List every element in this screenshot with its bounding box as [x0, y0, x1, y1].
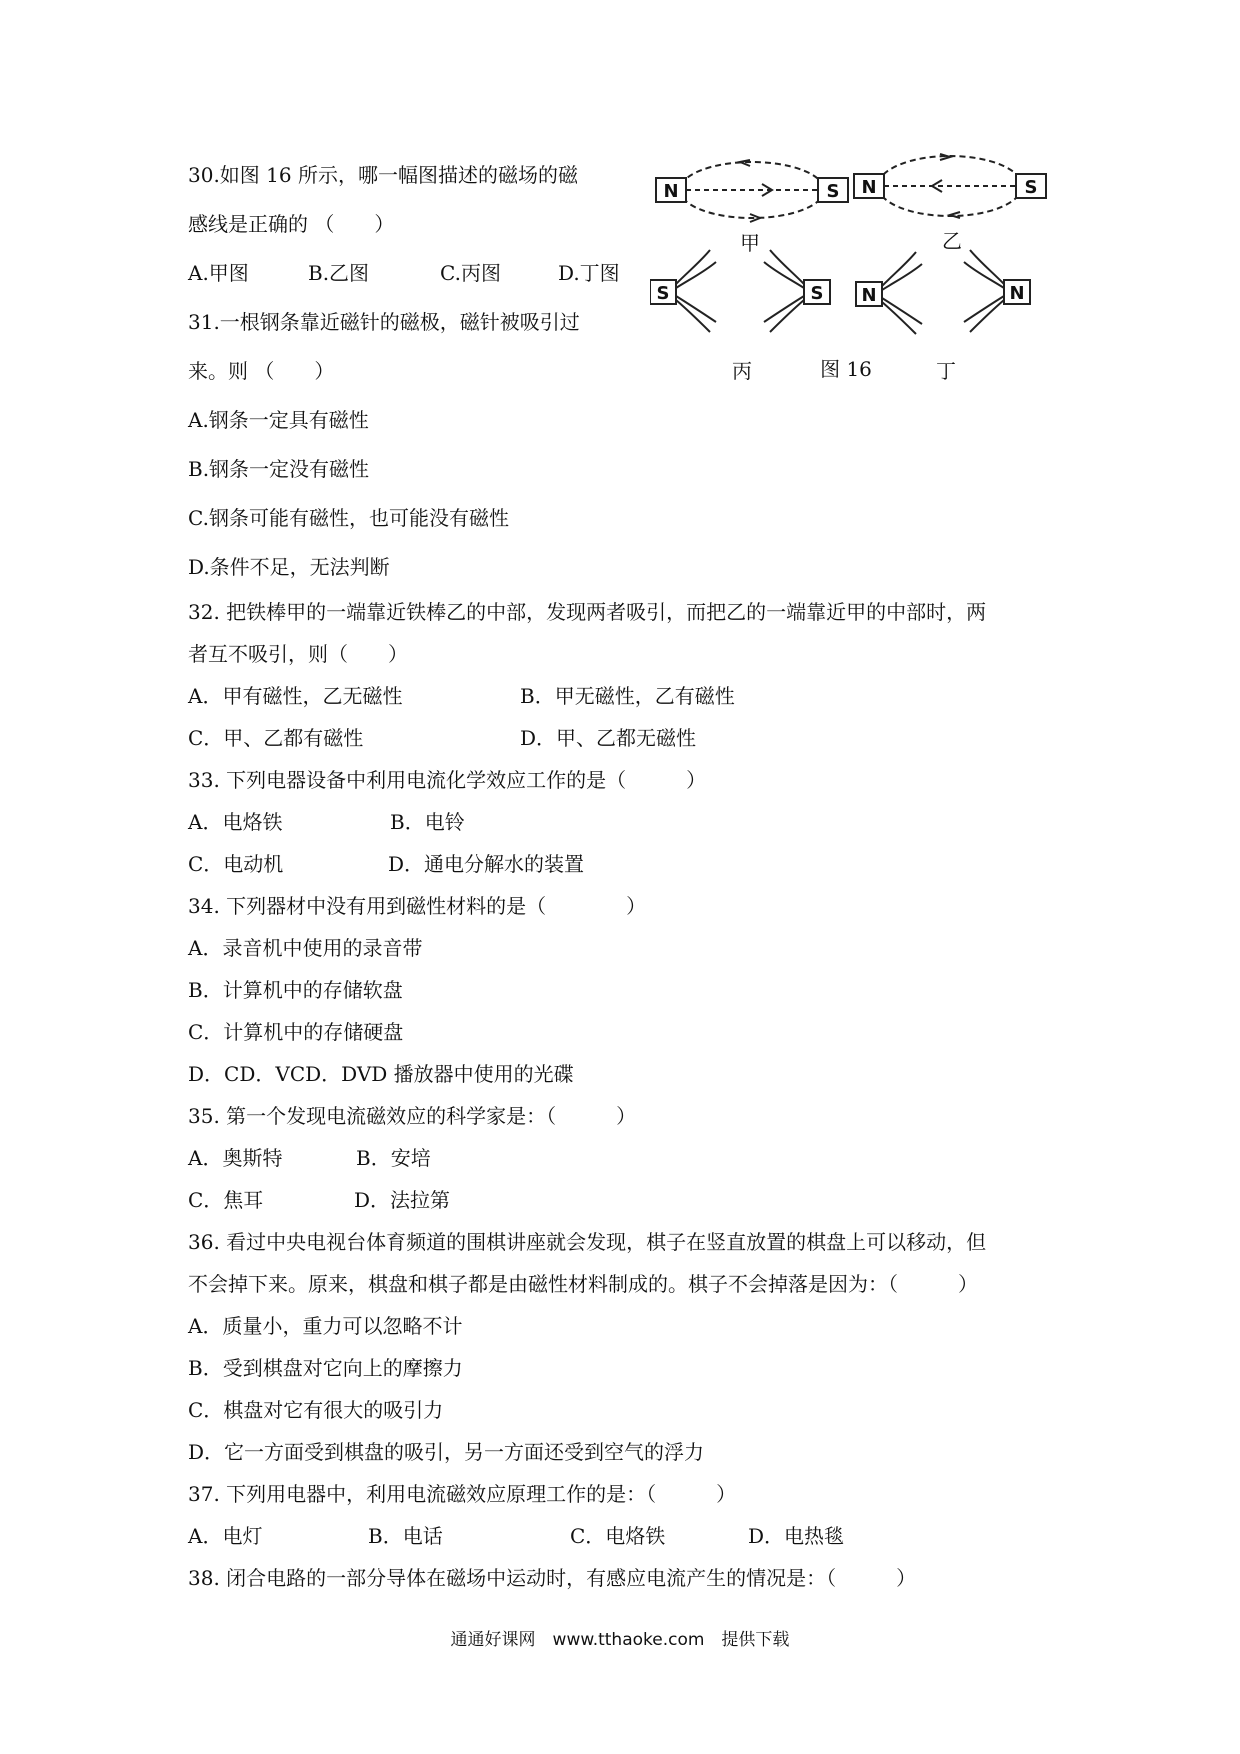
label-bing: 丙	[732, 359, 752, 383]
q34-option-b: B．计算机中的存储软盘	[188, 978, 403, 1002]
q31-option-b: B.钢条一定没有磁性	[188, 457, 370, 481]
q36-stem-line2: 不会掉下来。原来，棋盘和棋子都是由磁性材料制成的。棋子不会掉落是因为：（ ）	[188, 1272, 978, 1296]
q32-stem-line1: 32. 把铁棒甲的一端靠近铁棒乙的中部，发现两者吸引，而把乙的一端靠近甲的中部时，两	[188, 600, 987, 624]
bing-right-pole: S	[810, 283, 824, 304]
q37-option-a: A．电灯	[188, 1524, 263, 1548]
q36-option-c: C．棋盘对它有很大的吸引力	[188, 1398, 444, 1422]
jia-right-pole: S	[826, 181, 840, 202]
q36-option-b: B．受到棋盘对它向上的摩擦力	[188, 1356, 463, 1380]
q35-option-a: A．奥斯特	[188, 1146, 283, 1170]
figure-16-magnetic-field-diagrams	[650, 150, 1060, 390]
q35-option-d: D．法拉第	[354, 1188, 451, 1212]
q36-stem-line1: 36. 看过中央电视台体育频道的围棋讲座就会发现，棋子在竖直放置的棋盘上可以移动，但	[188, 1230, 987, 1254]
q37-stem: 37. 下列用电器中，利用电流磁效应原理工作的是：（ ）	[188, 1482, 737, 1506]
q33-option-b: B．电铃	[390, 810, 465, 834]
ding-left-pole: N	[861, 285, 877, 306]
q34-option-d: D．CD．VCD．DVD 播放器中使用的光碟	[188, 1062, 574, 1086]
bing-left-pole: S	[656, 283, 670, 304]
q30-option-d: D.丁图	[558, 261, 620, 285]
yi-right-pole: S	[1024, 177, 1038, 198]
q34-option-c: C．计算机中的存储硬盘	[188, 1020, 404, 1044]
q33-stem: 33. 下列电器设备中利用电流化学效应工作的是（ ）	[188, 768, 707, 792]
q31-option-a: A.钢条一定具有磁性	[188, 408, 369, 432]
jia-left-pole: N	[663, 181, 679, 202]
q37-option-c: C．电烙铁	[570, 1524, 666, 1548]
q38-stem: 38. 闭合电路的一部分导体在磁场中运动时，有感应电流产生的情况是：（ ）	[188, 1566, 917, 1590]
q32-option-b: B．甲无磁性，乙有磁性	[520, 684, 735, 708]
q31-option-d: D.条件不足，无法判断	[188, 555, 390, 579]
label-ding: 丁	[936, 359, 956, 383]
q32-stem-line2: 者互不吸引，则（ ）	[188, 642, 408, 666]
figure-caption: 图 16	[820, 357, 872, 381]
q32-option-c: C．甲、乙都有磁性	[188, 726, 364, 750]
label-yi: 乙	[942, 229, 962, 253]
q32-option-d: D．甲、乙都无磁性	[520, 726, 697, 750]
q36-option-a: A．质量小，重力可以忽略不计	[188, 1314, 463, 1338]
q33-option-c: C．电动机	[188, 852, 284, 876]
q37-option-d: D．电热毯	[748, 1524, 845, 1548]
yi-left-pole: N	[861, 177, 877, 198]
diagram-jia	[656, 160, 848, 222]
q30-option-a: A.甲图	[188, 261, 249, 285]
q31-option-c: C.钢条可能有磁性，也可能没有磁性	[188, 506, 509, 530]
q31-stem-line1: 31.一根钢条靠近磁针的磁极，磁针被吸引过	[188, 310, 580, 334]
q35-option-c: C．焦耳	[188, 1188, 264, 1212]
q33-option-a: A．电烙铁	[188, 810, 283, 834]
q35-option-b: B．安培	[356, 1146, 431, 1170]
ding-right-pole: N	[1009, 283, 1025, 304]
q33-option-d: D．通电分解水的装置	[388, 852, 585, 876]
q31-stem-line2: 来。则 （ ）	[188, 359, 335, 383]
diagram-bing	[650, 250, 830, 332]
label-jia: 甲	[740, 231, 760, 255]
q36-option-d: D．它一方面受到棋盘的吸引，另一方面还受到空气的浮力	[188, 1440, 705, 1464]
q30-option-c: C.丙图	[440, 261, 501, 285]
q30-stem-line2: 感线是正确的 （ ）	[188, 212, 395, 236]
q37-option-b: B．电话	[368, 1524, 443, 1548]
diagram-ding	[856, 250, 1030, 334]
q30-stem-line1: 30.如图 16 所示，哪一幅图描述的磁场的磁	[188, 163, 578, 187]
q30-option-b: B.乙图	[308, 261, 370, 285]
q34-stem: 34. 下列器材中没有用到磁性材料的是（ ）	[188, 894, 647, 918]
diagram-yi	[854, 154, 1046, 218]
q34-option-a: A．录音机中使用的录音带	[188, 936, 423, 960]
q35-stem: 35. 第一个发现电流磁效应的科学家是：（ ）	[188, 1104, 637, 1128]
page-footer: 通通好课网 www.tthaoke.com 提供下载	[450, 1630, 790, 1650]
q32-option-a: A．甲有磁性，乙无磁性	[188, 684, 403, 708]
